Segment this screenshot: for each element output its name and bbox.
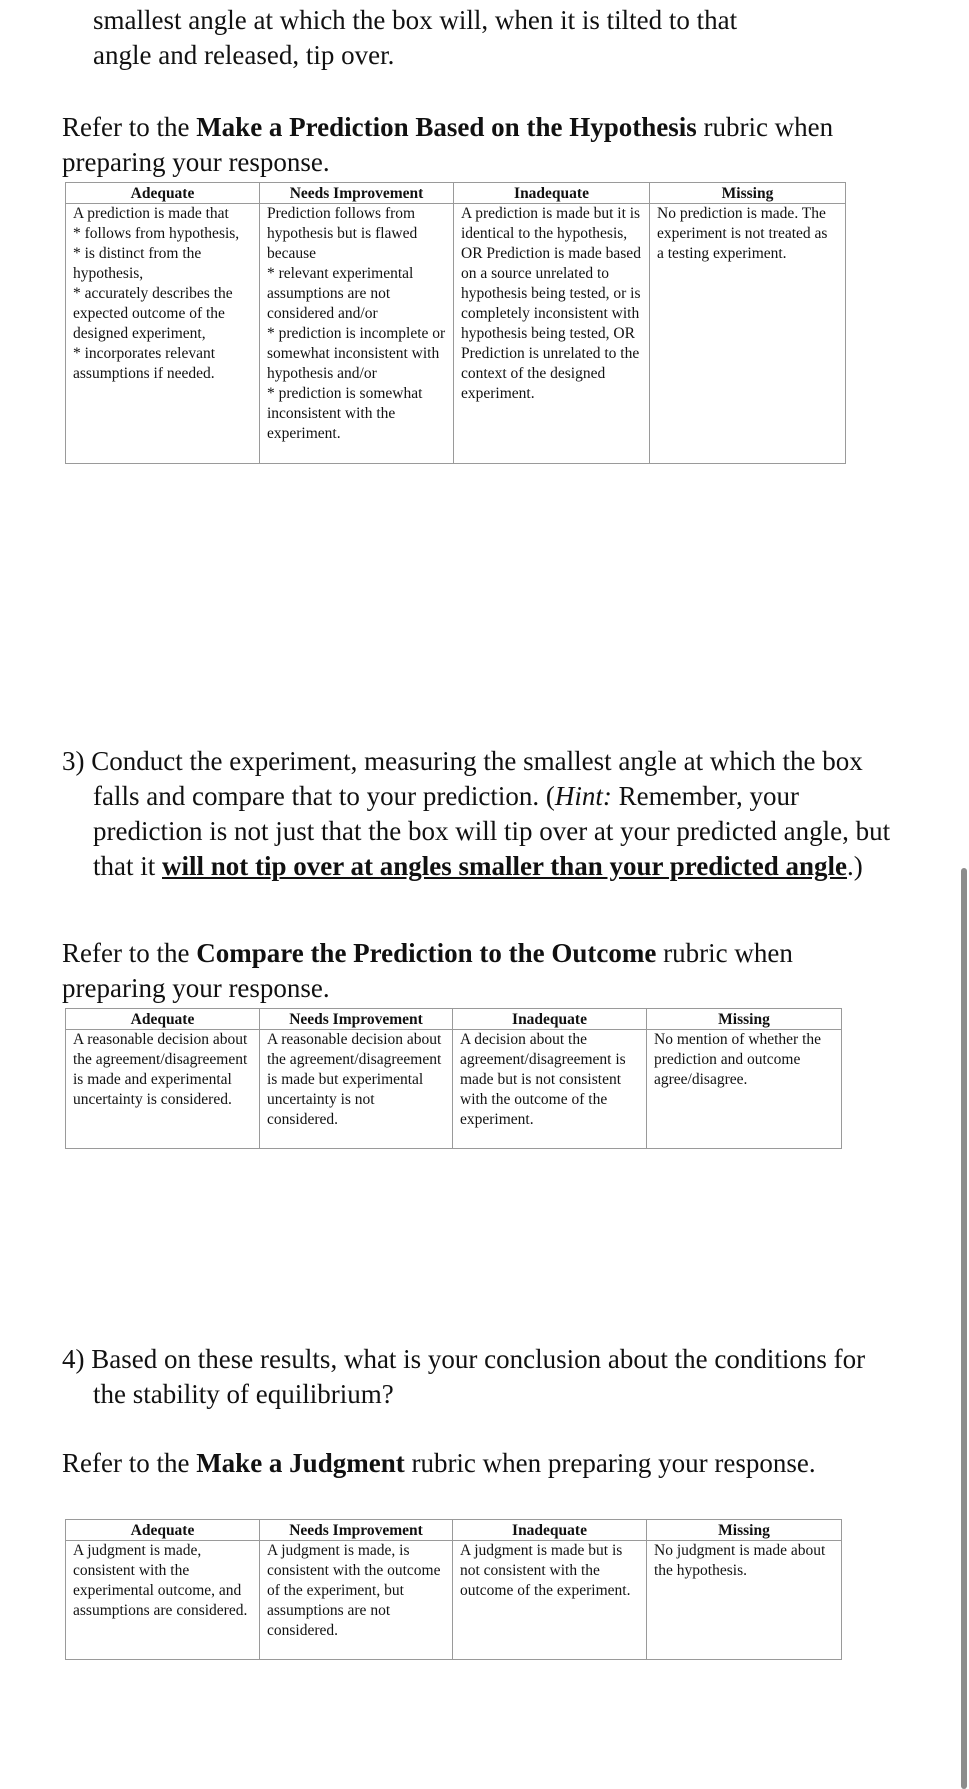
rubric-3-cell-missing: No judgment is made about the hypothesis. [647,1541,842,1660]
rubric-1-cell-needs-improvement [260,204,454,464]
question-2-line-1: smallest angle at which the box will, when it is tilted to that [93,5,738,35]
rubric-1-row [66,204,846,464]
rubric-2-intro [62,936,852,1006]
rubric-1-cell-adequate-text: A prediction is made that * follows from hypothesis, * is distinct from the hypothesis, * accurately describes the expected outcome of the designed experiment, * incorporates relevant assumptions if needed. [73,205,240,382]
rubric-2-cell-needs-improvement: A reasonable decision about the agreement/disagreement is made but experimental uncertainty is not considered. [260,1030,453,1149]
rubric-1-header-adequate: Adequate [66,183,260,204]
rubric-3-intro [62,1446,822,1481]
rubric-3-header-needs-improvement: Needs Improvement [260,1520,453,1541]
question-3 [62,744,901,884]
rubric-1-intro [62,110,852,180]
question-2-tail [62,3,737,73]
question-3-hint-label: Hint: [554,781,612,811]
rubric-2-header-needs-improvement: Needs Improvement [260,1009,453,1030]
rubric-2-cell-adequate: A reasonable decision about the agreement/disagreement is made and experimental uncertainty is considered. [66,1030,260,1149]
rubric-1-table [65,182,846,464]
rubric-2-header-adequate: Adequate [66,1009,260,1030]
rubric-3-cell-adequate: A judgment is made, consistent with the experimental outcome, and assumptions are considered. [66,1541,260,1660]
rubric-2-cell-missing: No mention of whether the prediction and outcome agree/disagree. [647,1030,842,1149]
rubric-3-table [65,1519,842,1660]
vertical-scrollbar[interactable] [961,868,967,1789]
rubric-1-cell-adequate [66,204,260,464]
rubric-2-header-missing: Missing [647,1009,842,1030]
rubric-3-header-adequate: Adequate [66,1520,260,1541]
rubric-2-table [65,1008,842,1149]
rubric-2-cell-inadequate: A decision about the agreement/disagreement is made but is not consistent with the outcome of the experiment. [453,1030,647,1149]
rubric-3-cell-needs-improvement: A judgment is made, is consistent with the outcome of the experiment, but assumptions are not considered. [260,1541,453,1660]
rubric-3-cell-inadequate: A judgment is made but is not consistent with the outcome of the experiment. [453,1541,647,1660]
rubric-3-header-inadequate: Inadequate [453,1520,647,1541]
rubric-3-header-row [66,1520,842,1541]
rubric-2-row [66,1030,842,1149]
rubric-1-header-missing: Missing [650,183,846,204]
rubric-3-title: Make a Judgment [196,1448,405,1478]
question-4 [62,1342,883,1412]
rubric-1-intro-post: rubric when preparing your response. [62,112,834,177]
question-2-line-2: angle and released, tip over. [93,40,395,70]
rubric-1-header-row [66,183,846,204]
question-3-emphasis: will not tip over at angles smaller than your predicted angle [162,851,848,881]
rubric-1-header-needs-improvement: Needs Improvement [260,183,454,204]
rubric-3-row [66,1541,842,1660]
rubric-2-header-row [66,1009,842,1030]
rubric-3-header-missing: Missing [647,1520,842,1541]
rubric-1-cell-needs-improvement-text: Prediction follows from hypothesis but is flawed because * relevant experimental assumptions are not considered and/or * prediction is incomplete or somewhat inconsistent with hypothesis and/or * prediction is somewhat inconsistent with the experiment. [267,205,446,442]
rubric-2-header-inadequate: Inadequate [453,1009,647,1030]
rubric-2-title: Compare the Prediction to the Outcome [196,938,657,968]
rubric-3-intro-post: rubric when preparing your response. [404,1448,816,1478]
rubric-1-cell-missing: No prediction is made. The experiment is not treated as a testing experiment. [650,204,846,464]
rubric-1-title: Make a Prediction Based on the Hypothesis [196,112,697,142]
question-3-text-c: .) [847,851,863,881]
question-3-text-a: 3) Conduct the experiment, measuring the smallest angle at which the box falls and compare that to your prediction. ( [62,746,863,811]
rubric-2-intro-pre: Refer to the [62,938,197,968]
rubric-2-intro-post: rubric when preparing your response. [62,938,793,1003]
rubric-1-cell-inadequate: A prediction is made but it is identical to the hypothesis, OR Prediction is made based on a source unrelated to hypothesis being tested, or is completely inconsistent with hypothesis being tested, OR Prediction is unrelated to the context of the designed experiment. [454,204,650,464]
rubric-1-header-inadequate: Inadequate [454,183,650,204]
rubric-3-intro-pre: Refer to the [62,1448,197,1478]
rubric-1-intro-pre: Refer to the [62,112,197,142]
question-3-text-b: Remember, your prediction is not just that the box will tip over at your predicted angle, but that it [93,781,891,881]
question-4-text: 4) Based on these results, what is your conclusion about the conditions for the stability of equilibrium? [62,1344,866,1409]
